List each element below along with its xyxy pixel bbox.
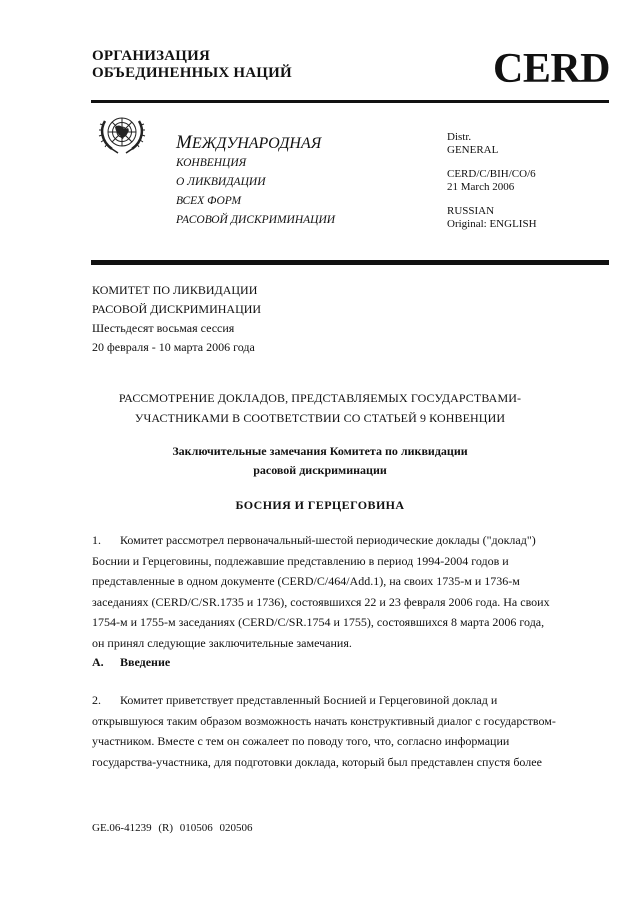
convention-line-4: ВСЕХ ФОРМ — [176, 195, 242, 207]
consideration-line-1: РАССМОТРЕНИЕ ДОКЛАДОВ, ПРЕДСТАВЛЯЕМЫХ ГОСУДАРСТВАМИ- — [118, 391, 522, 405]
committee-block — [92, 281, 261, 357]
session-dates: 20 февраля - 10 марта 2006 года — [92, 340, 255, 354]
convention-line-2: КОНВЕНЦИЯ — [176, 157, 247, 169]
paragraph-line — [92, 530, 612, 551]
paragraph-1 — [92, 530, 612, 653]
distr-value: GENERAL — [447, 143, 499, 156]
paragraph-text: Комитет приветствует представленный Боснией и Герцеговиной доклад и — [120, 693, 498, 707]
document-symbol: CERD/C/BIH/CO/6 — [447, 168, 536, 180]
document-acronym: CERD — [492, 46, 610, 92]
convention-line-1: МЕЖДУНАРОДНАЯ — [176, 132, 322, 153]
convention-line-3: О ЛИКВИДАЦИИ — [176, 176, 266, 188]
paragraph-line: 1754-м и 1755-м заседаниях (CERD/C/SR.1754 и 1755), состоявшихся 8 марта 2006 года, — [92, 615, 545, 629]
paragraph-line: открывшуюся таким образом возможность начать конструктивный диалог с государством- — [92, 713, 556, 728]
paragraph-number: 2. — [92, 693, 101, 707]
committee-line-2: РАСОВОЙ ДИСКРИМИНАЦИИ — [92, 302, 262, 316]
paragraph-line: заседаниях (CERD/C/SR.1735 и 1736), состоявшихся 22 и 23 февраля 2006 года. На своих — [92, 594, 550, 609]
distr-label: Distr. — [447, 131, 472, 143]
session-title: Шестьдесят восьмая сессия — [92, 321, 235, 335]
original-language: Original: ENGLISH — [447, 217, 537, 230]
paragraph-line — [92, 690, 612, 711]
paragraph-line: государства-участника, для подготовки доклада, который был представлен спустя более — [92, 754, 542, 769]
document-language: RUSSIAN — [447, 205, 495, 217]
paragraph-2 — [92, 690, 612, 772]
header-divider — [91, 100, 609, 103]
observations-line-2: расовой дискриминации — [253, 463, 387, 477]
un-emblem-icon — [96, 111, 148, 157]
paragraph-line: представленные в одном документе (CERD/C/464/Add.1), на своих 1735-м и 1736-м — [92, 574, 520, 588]
observations-line-1: Заключительные замечания Комитета по ликвидации — [172, 444, 468, 458]
section-a-heading — [92, 655, 170, 670]
convention-title — [176, 133, 335, 230]
job-number-footer: GE.06-41239 (R) 010506 020506 — [92, 822, 253, 834]
convention-line-5: РАСОВОЙ ДИСКРИМИНАЦИИ — [176, 214, 336, 226]
paragraph-line: Боснии и Герцеговины, подлежавшие представлению в период 1994-2004 годов и — [92, 553, 509, 568]
consideration-heading — [0, 388, 640, 428]
section-title: Введение — [120, 655, 171, 669]
paragraph-number: 1. — [92, 533, 101, 547]
organization-line-1: ОРГАНИЗАЦИЯ — [92, 48, 211, 64]
paragraph-line: он принял следующие заключительные замечания. — [92, 635, 352, 650]
paragraph-line: участником. Вместе с тем он сожалеет по поводу того, что, согласно информации — [92, 734, 510, 748]
paragraph-text: Комитет рассмотрел первоначальный-шестой периодические доклады ("доклад") — [120, 533, 536, 547]
organization-line-2: ОБЪЕДИНЕННЫХ НАЦИЙ — [92, 65, 292, 81]
consideration-line-2: УЧАСТНИКАМИ В СООТВЕТСТВИИ СО СТАТЬЕЙ 9 КОНВЕНЦИИ — [134, 411, 506, 425]
organization-name — [92, 48, 292, 82]
observations-heading — [0, 442, 640, 480]
country-heading: БОСНИЯ И ГЕРЦЕГОВИНА — [235, 498, 405, 512]
distribution-block — [447, 131, 537, 230]
document-date: 21 March 2006 — [447, 180, 515, 193]
section-letter: A. — [92, 655, 104, 669]
committee-line-1: КОМИТЕТ ПО ЛИКВИДАЦИИ — [92, 283, 258, 297]
header-bottom-divider — [91, 260, 609, 265]
